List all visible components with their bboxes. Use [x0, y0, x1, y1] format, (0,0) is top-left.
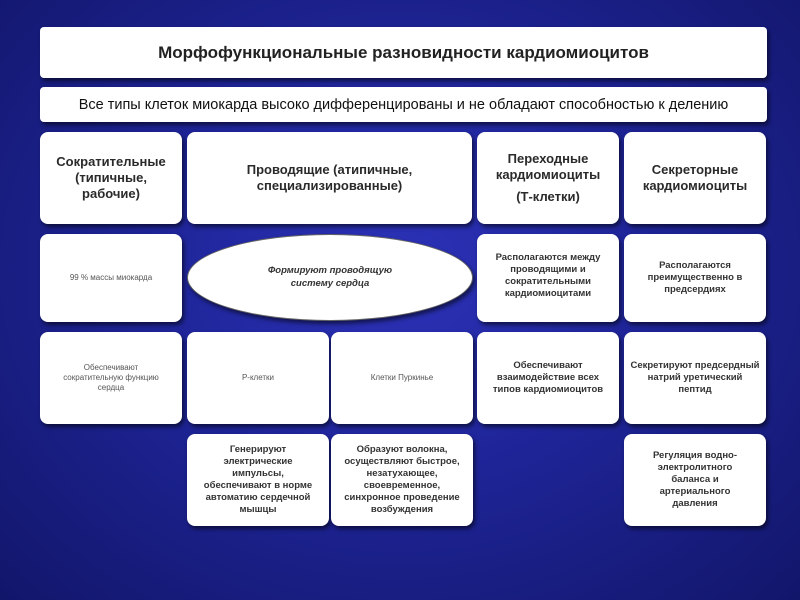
transitional-location-text: Располагаются между проводящими и сократительными кардиомиоцитами: [495, 252, 601, 299]
contractile-mass-text: 99 % массы миокарда: [69, 273, 153, 282]
transitional-function-text: Обеспечивают взаимодействие всех типов кардиомиоцитов: [492, 360, 604, 395]
purkinje-cells-text: Клетки Пуркинье: [370, 373, 434, 382]
purkinje-cells-box: [331, 332, 473, 424]
contractile-mass-box: [40, 234, 182, 322]
page-title: [40, 27, 767, 78]
header-contractile: [40, 132, 182, 224]
secretory-function-box: [624, 332, 766, 424]
secretory-location-box: [624, 234, 766, 322]
p-cells-box: [187, 332, 329, 424]
p-cells-description-box: [187, 434, 329, 526]
header-transitional-line1: Переходные кардиомиоциты: [495, 150, 601, 182]
header-contractile-text: Сократительные (типичные, рабочие): [56, 153, 166, 202]
header-transitional-line2: (Т-клетки): [516, 189, 580, 205]
transitional-location-box: [477, 234, 619, 322]
p-cells-description-text: Генерируют электрические импульсы, обеспечивают в норме автоматию сердечной мышцы: [203, 444, 313, 515]
secretory-regulation-text: Регуляция водно-электролитного баланса и артериального давления: [652, 450, 738, 509]
contractile-function-box: [40, 332, 182, 424]
conducting-system-text: Формируют проводящую систему сердца: [267, 265, 393, 289]
p-cells-text: Р-клетки: [241, 373, 275, 382]
transitional-function-box: [477, 332, 619, 424]
secretory-location-text: Располагаются преимущественно в предсердиях: [647, 260, 743, 295]
header-secretory: [624, 132, 766, 224]
header-transitional: [477, 132, 619, 224]
secretory-function-text: Секретируют предсердный натрий уретический пептид: [630, 360, 760, 395]
header-conducting: [187, 132, 472, 224]
header-conducting-text: Проводящие (атипичные, специализированные): [246, 162, 413, 194]
secretory-regulation-box: [624, 434, 766, 526]
page-title-text: Морфофункциональные разновидности кардиомиоцитов: [158, 42, 649, 62]
header-secretory-text: Секреторные кардиомиоциты: [642, 161, 748, 193]
purkinje-description-box: [331, 434, 473, 526]
conducting-system-ellipse: [187, 234, 473, 321]
contractile-function-text: Обеспечивают сократительную функцию сердца: [63, 363, 159, 392]
purkinje-description-text: Образуют волокна, осуществляют быстрое, незатухающее, своевременное, синхронное проведение возбуждения: [344, 444, 460, 515]
subtitle-banner: [40, 87, 767, 122]
subtitle-text: Все типы клеток миокарда высоко дифференцированы и не обладают способностью к делению: [78, 96, 729, 113]
